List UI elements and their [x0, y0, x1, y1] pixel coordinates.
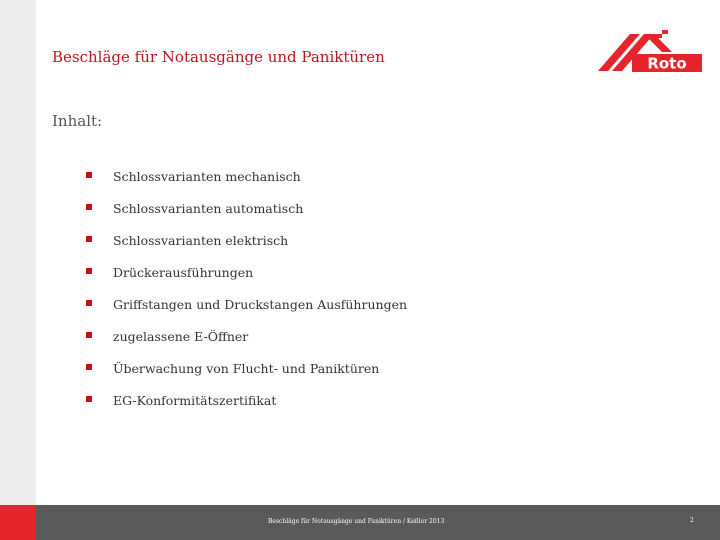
list-item-label: Schlossvarianten automatisch [113, 201, 304, 216]
contents-heading: Inhalt: [52, 112, 103, 130]
page-number: 2 [690, 517, 694, 524]
list-item [86, 392, 407, 424]
bullet-square-icon [86, 236, 92, 242]
list-item-label: Drückerausführungen [113, 265, 254, 280]
list-item-label: Schlossvarianten elektrisch [113, 233, 289, 248]
bullet-square-icon [86, 364, 92, 370]
bullet-square-icon [86, 396, 92, 402]
list-item-label: EG-Konformitätszertifikat [113, 393, 277, 408]
slide-title: Beschläge für Notausgänge und Paniktüren [52, 48, 385, 66]
footer-accent-block [0, 505, 36, 540]
roto-logo [596, 28, 704, 74]
list-item [86, 168, 407, 200]
footer-text: Beschläge für Notausgänge und Paniktüren / Keßler 2013 [268, 518, 445, 525]
list-item [86, 264, 407, 296]
list-item [86, 328, 407, 360]
list-item-label: zugelassene E-Öffner [113, 329, 249, 344]
logo-wordmark: Roto [647, 54, 687, 73]
bullet-square-icon [86, 204, 92, 210]
contents-list [86, 168, 407, 424]
bullet-square-icon [86, 268, 92, 274]
footer-bar [0, 505, 720, 540]
bullet-square-icon [86, 332, 92, 338]
left-side-band [0, 0, 36, 505]
list-item-label: Schlossvarianten mechanisch [113, 169, 301, 184]
list-item [86, 296, 407, 328]
list-item-label: Überwachung von Flucht- und Paniktüren [113, 361, 380, 376]
bullet-square-icon [86, 172, 92, 178]
bullet-square-icon [86, 300, 92, 306]
list-item-label: Griffstangen und Druckstangen Ausführungen [113, 297, 408, 312]
list-item [86, 232, 407, 264]
list-item [86, 360, 407, 392]
list-item [86, 200, 407, 232]
